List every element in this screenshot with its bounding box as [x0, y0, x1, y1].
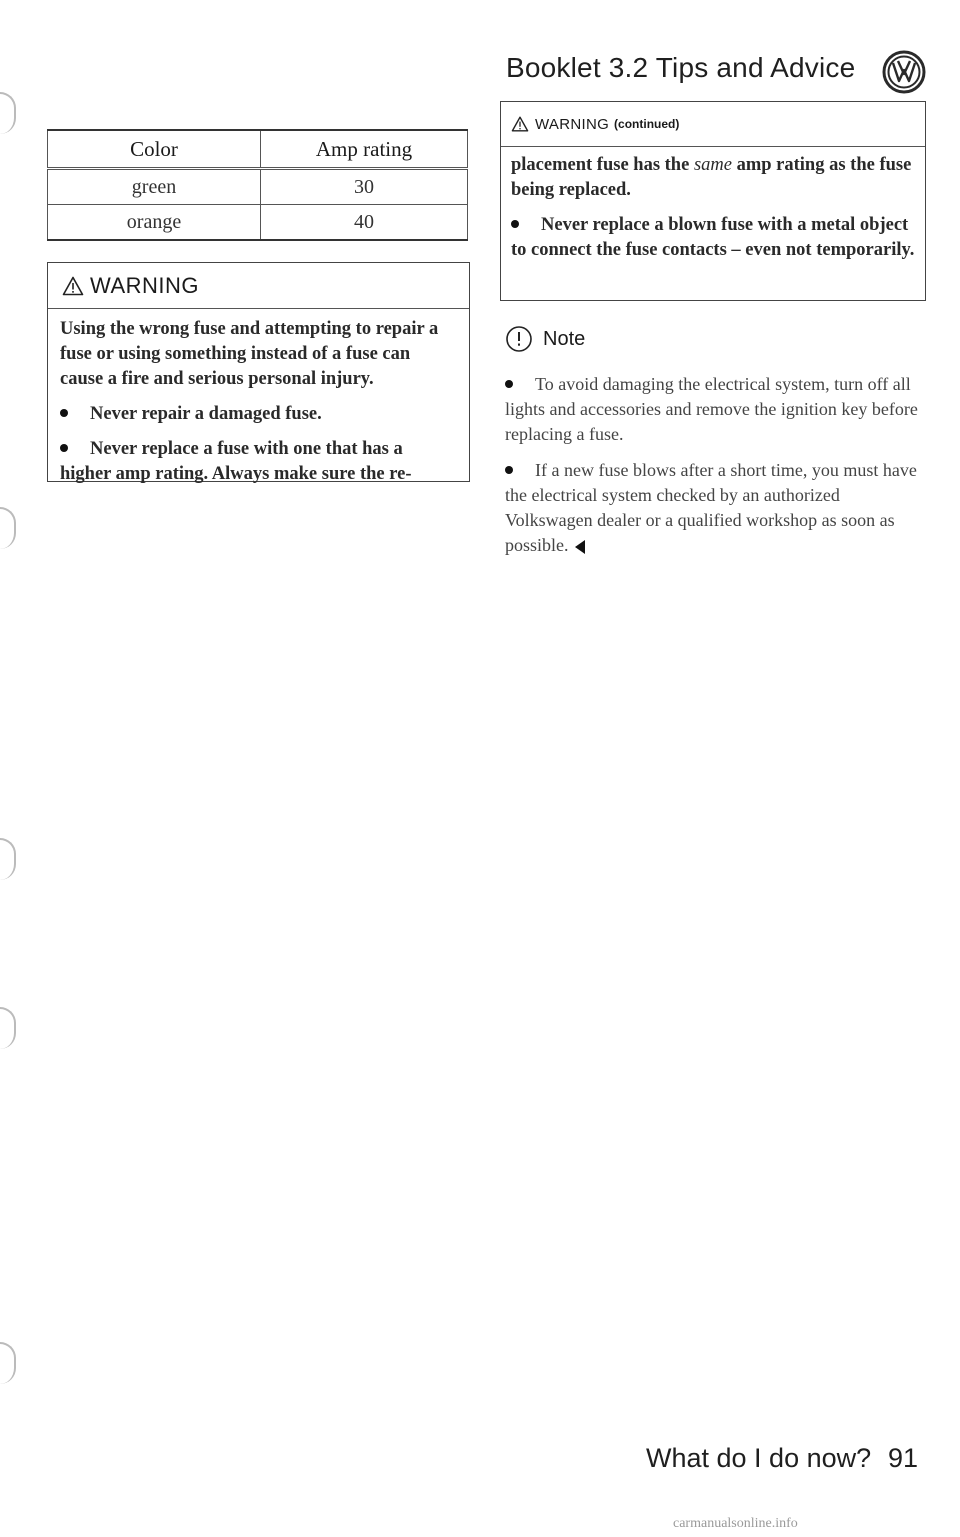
warning-bullet: [60, 402, 457, 427]
bullet-text: Never repair a damaged fuse.: [90, 404, 322, 424]
bullet-icon: [505, 466, 513, 474]
binder-mark: [0, 92, 16, 134]
page-number: 91: [888, 1443, 919, 1473]
table-header-row: [48, 130, 468, 169]
bullet-icon: [60, 409, 68, 417]
vw-logo-icon: [882, 50, 926, 94]
bullet-text: To avoid damaging the electrical system, turn off all lights and accessories and remove the ignition key before replacing a fuse.: [505, 374, 918, 444]
note-bullet: [505, 458, 925, 558]
warning-continued-suffix: (continued): [614, 117, 680, 131]
warning-title: WARNING: [90, 272, 200, 298]
table-row: [48, 169, 468, 205]
warning-continued-title: WARNING: [535, 115, 610, 133]
warning-triangle-icon: [62, 276, 84, 296]
cell-color: orange: [48, 205, 261, 241]
note-body: [505, 372, 925, 558]
warning-bullet: [511, 213, 915, 263]
column-header-amp-rating: Amp rating: [261, 130, 468, 169]
warning-continued-intro: [511, 153, 915, 203]
cell-amp-rating: 30: [261, 169, 468, 205]
cell-color: green: [48, 169, 261, 205]
warning-header: [48, 263, 469, 309]
binder-mark: [0, 1007, 16, 1049]
intro-emphasis: same: [693, 155, 732, 175]
bullet-icon: [511, 220, 519, 228]
bullet-text: Never replace a fuse with one that has a higher amp rating. Always make sure the re-: [60, 439, 412, 484]
warning-continued-body: [501, 147, 925, 263]
note-info-icon: [505, 325, 533, 353]
warning-intro: Using the wrong fuse and attempting to repair a fuse or using something instead of a fuse can cause a fire and serious personal injury.: [60, 319, 439, 389]
footer-section-title: What do I do now?: [646, 1443, 872, 1473]
fuse-color-table: [47, 129, 468, 241]
page-header-title: Booklet 3.2 Tips and Advice: [506, 52, 856, 83]
bullet-icon: [505, 380, 513, 388]
intro-text: amp rating as the fuse being replaced.: [511, 155, 912, 200]
warning-bullet: [60, 437, 457, 487]
warning-triangle-icon: [511, 116, 529, 132]
warning-box: [47, 262, 470, 482]
column-header-color: Color: [48, 130, 261, 169]
bullet-text: If a new fuse blows after a short time, you must have the electrical system checked by an authorized Volkswagen dealer or a qualified workshop as soon as possible.: [505, 460, 917, 555]
cell-amp-rating: 40: [261, 205, 468, 241]
bullet-text: Never replace a blown fuse with a metal object to connect the fuse contacts – even not temporarily.: [511, 215, 915, 260]
intro-text: placement fuse has the: [511, 155, 694, 175]
note-title: Note: [543, 327, 586, 350]
watermark-text: carmanualsonline.info: [673, 1516, 798, 1531]
warning-continued-box: [500, 101, 926, 301]
binder-mark: [0, 507, 16, 549]
warning-continued-header: [501, 102, 925, 147]
bullet-icon: [60, 444, 68, 452]
note-header: [505, 325, 585, 353]
warning-body: [48, 309, 469, 487]
table-row: [48, 205, 468, 241]
note-bullet: [505, 372, 925, 447]
section-end-icon: [575, 540, 585, 554]
binder-mark: [0, 1342, 16, 1384]
binder-mark: [0, 838, 16, 880]
